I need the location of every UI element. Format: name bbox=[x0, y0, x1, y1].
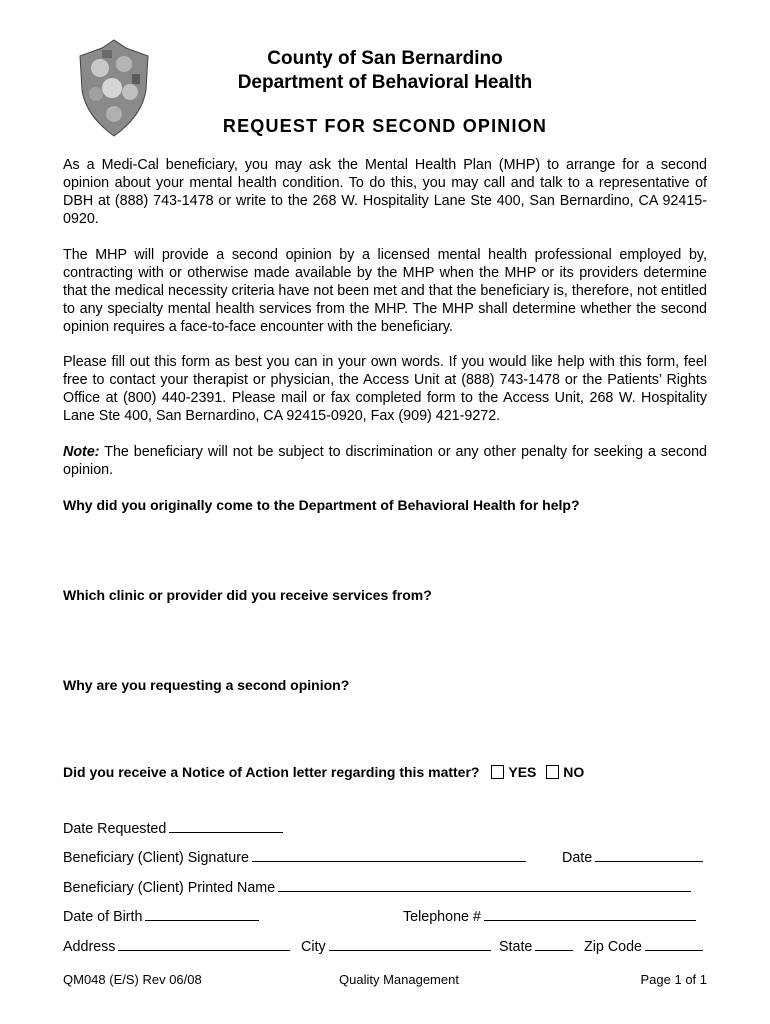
dob-field bbox=[63, 906, 259, 925]
zip-label: Zip Code bbox=[584, 939, 643, 955]
footer-form-id: QM048 (E/S) Rev 06/08 bbox=[63, 972, 202, 987]
noa-question-text: Did you receive a Notice of Action letter regarding this matter? bbox=[63, 764, 480, 780]
question-notice-of-action bbox=[63, 764, 584, 780]
signature-input[interactable] bbox=[252, 847, 526, 862]
instructions-paragraph: Please fill out this form as best you can in your own words. If you would like help with this form, feel free to contact your therapist or physician, the Access Unit at (888) 743-1478 or the Patients’ Rights Office at (800) 440-2391. Please mail or fax completed form to the Access Unit, 268 W. Hospitality Lane Ste 400, San Bernardino, CA 92415-0920, Fax (909) 421-9272. bbox=[63, 354, 707, 424]
telephone-field bbox=[403, 906, 696, 925]
printed-name-field bbox=[63, 877, 691, 896]
state-field bbox=[499, 936, 573, 955]
telephone-input[interactable] bbox=[484, 906, 696, 921]
dob-label: Date of Birth bbox=[63, 909, 143, 925]
printed-name-input[interactable] bbox=[278, 877, 691, 892]
address-input[interactable] bbox=[118, 936, 290, 951]
yes-checkbox[interactable] bbox=[491, 764, 508, 780]
signature-date-label: Date bbox=[562, 850, 593, 866]
footer-department: Quality Management bbox=[339, 972, 459, 987]
yes-label: YES bbox=[508, 764, 537, 780]
question-second-opinion: Why are you requesting a second opinion? bbox=[63, 677, 350, 693]
note-text: The beneficiary will not be subject to discrimination or any other penalty for seeking a second opinion. bbox=[63, 444, 707, 478]
no-checkbox[interactable] bbox=[546, 764, 563, 780]
signature-label: Beneficiary (Client) Signature bbox=[63, 850, 249, 866]
printed-name-label: Beneficiary (Client) Printed Name bbox=[63, 880, 276, 896]
signature-date-input[interactable] bbox=[595, 847, 703, 862]
address-field bbox=[63, 936, 290, 955]
date-requested-input[interactable] bbox=[169, 818, 283, 833]
no-label: NO bbox=[563, 764, 585, 780]
dob-input[interactable] bbox=[145, 906, 259, 921]
footer-page-number: Page 1 of 1 bbox=[640, 972, 707, 987]
question-reason: Why did you originally come to the Department of Behavioral Health for help? bbox=[63, 497, 580, 513]
state-label: State bbox=[499, 939, 533, 955]
signature-field bbox=[63, 847, 526, 866]
date-requested-field bbox=[63, 818, 283, 837]
date-requested-label: Date Requested bbox=[63, 821, 167, 837]
note-paragraph bbox=[63, 443, 707, 479]
zip-field bbox=[584, 936, 703, 955]
state-input[interactable] bbox=[535, 936, 573, 951]
note-label: Note: bbox=[63, 444, 100, 460]
question-provider: Which clinic or provider did you receive services from? bbox=[63, 587, 432, 603]
city-field bbox=[301, 936, 491, 955]
county-name: County of San Bernardino bbox=[267, 48, 503, 69]
mhp-paragraph: The MHP will provide a second opinion by a licensed mental health professional employed by, contracting with or otherwise made available by the MHP when the MHP or its providers determine that the medical necessity criteria have not been met and that the beneficiary is, therefore, not entitled to any specialty mental health services from the MHP. The MHP shall determine whether the second opinion requires a face-to-face encounter with the beneficiary. bbox=[63, 247, 707, 335]
telephone-label: Telephone # bbox=[403, 909, 481, 925]
city-input[interactable] bbox=[329, 936, 491, 951]
signature-date-field bbox=[562, 847, 703, 866]
city-label: City bbox=[301, 939, 326, 955]
department-name: Department of Behavioral Health bbox=[237, 72, 533, 93]
form-title: REQUEST FOR SECOND OPINION bbox=[222, 116, 548, 136]
zip-input[interactable] bbox=[645, 936, 703, 951]
intro-paragraph: As a Medi-Cal beneficiary, you may ask the Mental Health Plan (MHP) to arrange for a second opinion about your mental health condition. To do this, you may call and talk to a representative of DBH at (888) 743-1478 or write to the 268 W. Hospitality Lane Ste 400, San Bernardino, CA 92415-0920. bbox=[63, 157, 707, 227]
address-label: Address bbox=[63, 939, 116, 955]
